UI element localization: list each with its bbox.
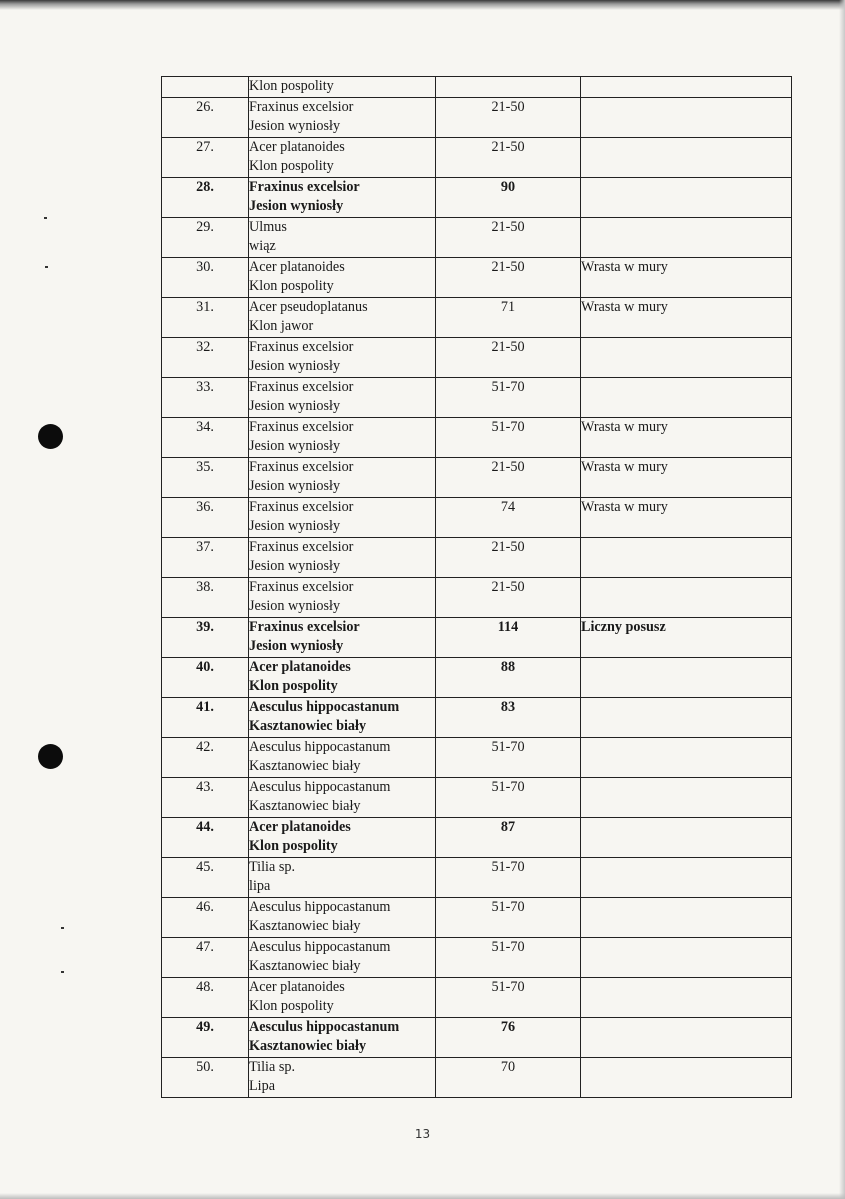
- table-row: [162, 817, 792, 857]
- diameter-cell: 21-50: [436, 577, 581, 617]
- species-cell: [249, 457, 436, 497]
- table-row: [162, 217, 792, 257]
- note-cell: [581, 817, 792, 857]
- diameter-cell: 83: [436, 697, 581, 737]
- species-latin-name: Aesculus hippocastanum: [249, 938, 391, 955]
- species-polish-name: Jesion wyniosły: [249, 398, 341, 414]
- diameter-cell: 90: [436, 177, 581, 217]
- note-cell: [581, 977, 792, 1017]
- species-polish-name: Klon pospolity: [249, 278, 334, 294]
- punch-hole-lower: [38, 744, 63, 769]
- note-cell: [581, 577, 792, 617]
- species-cell: [249, 937, 436, 977]
- note-cell: Wrasta w mury: [581, 297, 792, 337]
- table-row: [162, 1057, 792, 1097]
- species-polish-name: Kasztanowiec biały: [249, 718, 367, 734]
- diameter-cell: 51-70: [436, 377, 581, 417]
- note-cell: [581, 217, 792, 257]
- note-cell: [581, 777, 792, 817]
- punch-hole-upper: [38, 424, 63, 449]
- species-cell: [249, 297, 436, 337]
- table-row: [162, 977, 792, 1017]
- table-row: [162, 377, 792, 417]
- species-latin-name: Acer platanoides: [249, 658, 351, 675]
- scan-bottom-edge: [0, 1193, 845, 1199]
- species-cell: [249, 1017, 436, 1057]
- diameter-cell: 114: [436, 617, 581, 657]
- note-cell: [581, 697, 792, 737]
- species-cell: [249, 97, 436, 137]
- species-cell: [249, 617, 436, 657]
- note-cell: [581, 897, 792, 937]
- row-number-cell: 43.: [162, 777, 249, 817]
- species-cell: [249, 737, 436, 777]
- row-number-cell: [162, 77, 249, 98]
- species-polish-name: Kasztanowiec biały: [249, 958, 361, 974]
- species-latin-name: Fraxinus excelsior: [249, 618, 360, 635]
- scan-top-edge: [0, 0, 845, 10]
- species-latin-name: Fraxinus excelsior: [249, 418, 354, 435]
- species-polish-name: Klon pospolity: [249, 158, 334, 174]
- diameter-cell: 76: [436, 1017, 581, 1057]
- row-number-cell: 33.: [162, 377, 249, 417]
- table-row: [162, 897, 792, 937]
- table-row: [162, 777, 792, 817]
- row-number-cell: 31.: [162, 297, 249, 337]
- note-cell: [581, 337, 792, 377]
- diameter-cell: 87: [436, 817, 581, 857]
- species-polish-name: Klon pospolity: [249, 998, 334, 1014]
- species-latin-name: Fraxinus excelsior: [249, 98, 354, 115]
- species-latin-name: Fraxinus excelsior: [249, 538, 354, 555]
- scan-right-edge: [839, 0, 845, 1199]
- species-latin-name: Fraxinus excelsior: [249, 178, 360, 195]
- row-number-cell: 36.: [162, 497, 249, 537]
- table-row: [162, 1017, 792, 1057]
- note-cell: [581, 77, 792, 98]
- species-polish-name: Klon pospolity: [249, 678, 338, 694]
- row-number-cell: 48.: [162, 977, 249, 1017]
- table-row: [162, 257, 792, 297]
- species-latin-name: Fraxinus excelsior: [249, 578, 354, 595]
- species-cell: [249, 817, 436, 857]
- note-cell: Wrasta w mury: [581, 497, 792, 537]
- species-polish-name: lipa: [249, 878, 271, 894]
- table-row: [162, 457, 792, 497]
- table-row: [162, 697, 792, 737]
- species-latin-name: Fraxinus excelsior: [249, 378, 354, 395]
- row-number-cell: 49.: [162, 1017, 249, 1057]
- species-latin-name: Fraxinus excelsior: [249, 338, 354, 355]
- diameter-cell: 21-50: [436, 337, 581, 377]
- species-latin-name: Acer platanoides: [249, 138, 345, 155]
- species-polish-name: Jesion wyniosły: [249, 198, 344, 214]
- species-polish-name: Kasztanowiec biały: [249, 1038, 367, 1054]
- species-cell: [249, 137, 436, 177]
- row-number-cell: 34.: [162, 417, 249, 457]
- species-cell: [249, 377, 436, 417]
- species-cell: [249, 177, 436, 217]
- scan-mark: [45, 266, 48, 268]
- note-cell: [581, 137, 792, 177]
- scan-mark: [44, 217, 47, 219]
- diameter-cell: 21-50: [436, 217, 581, 257]
- row-number-cell: 45.: [162, 857, 249, 897]
- species-latin-name: Acer platanoides: [249, 818, 351, 835]
- diameter-cell: 74: [436, 497, 581, 537]
- species-cell: [249, 857, 436, 897]
- row-number-cell: 26.: [162, 97, 249, 137]
- species-polish-name: Klon pospolity: [249, 78, 334, 94]
- table-row: [162, 137, 792, 177]
- row-number-cell: 50.: [162, 1057, 249, 1097]
- species-polish-name: Jesion wyniosły: [249, 518, 341, 534]
- species-cell: [249, 257, 436, 297]
- species-cell: [249, 977, 436, 1017]
- species-latin-name: Aesculus hippocastanum: [249, 778, 391, 795]
- note-cell: Wrasta w mury: [581, 257, 792, 297]
- row-number-cell: 38.: [162, 577, 249, 617]
- species-cell: [249, 897, 436, 937]
- note-cell: [581, 1057, 792, 1097]
- scan-mark: [61, 927, 64, 929]
- species-latin-name: Tilia sp.: [249, 858, 295, 875]
- row-number-cell: 46.: [162, 897, 249, 937]
- species-latin-name: Acer platanoides: [249, 978, 345, 995]
- diameter-cell: 51-70: [436, 857, 581, 897]
- species-latin-name: Aesculus hippocastanum: [249, 898, 391, 915]
- row-number-cell: 35.: [162, 457, 249, 497]
- species-polish-name: wiąz: [249, 238, 276, 254]
- row-number-cell: 42.: [162, 737, 249, 777]
- table-row: [162, 97, 792, 137]
- diameter-cell: 21-50: [436, 257, 581, 297]
- species-cell: [249, 577, 436, 617]
- species-latin-name: Acer platanoides: [249, 258, 345, 275]
- species-polish-name: Jesion wyniosły: [249, 478, 341, 494]
- row-number-cell: 32.: [162, 337, 249, 377]
- table-row: [162, 177, 792, 217]
- species-polish-name: Jesion wyniosły: [249, 558, 341, 574]
- row-number-cell: 47.: [162, 937, 249, 977]
- diameter-cell: [436, 77, 581, 98]
- note-cell: [581, 657, 792, 697]
- table-row: [162, 417, 792, 457]
- species-cell: [249, 1057, 436, 1097]
- species-polish-name: Kasztanowiec biały: [249, 758, 361, 774]
- species-polish-name: Lipa: [249, 1078, 275, 1094]
- table-row: [162, 297, 792, 337]
- row-number-cell: 29.: [162, 217, 249, 257]
- diameter-cell: 51-70: [436, 737, 581, 777]
- diameter-cell: 88: [436, 657, 581, 697]
- table-row: [162, 857, 792, 897]
- species-cell: [249, 697, 436, 737]
- scan-mark: [61, 971, 64, 973]
- species-cell: [249, 657, 436, 697]
- species-polish-name: Jesion wyniosły: [249, 638, 344, 654]
- species-polish-name: Jesion wyniosły: [249, 438, 341, 454]
- species-cell: [249, 497, 436, 537]
- species-polish-name: Jesion wyniosły: [249, 598, 341, 614]
- tree-table-body: [162, 77, 792, 1098]
- species-polish-name: Jesion wyniosły: [249, 358, 341, 374]
- diameter-cell: 51-70: [436, 777, 581, 817]
- note-cell: [581, 177, 792, 217]
- table-row: [162, 537, 792, 577]
- species-latin-name: Fraxinus excelsior: [249, 498, 354, 515]
- diameter-cell: 51-70: [436, 897, 581, 937]
- diameter-cell: 21-50: [436, 137, 581, 177]
- diameter-cell: 21-50: [436, 457, 581, 497]
- species-cell: [249, 217, 436, 257]
- note-cell: Wrasta w mury: [581, 457, 792, 497]
- row-number-cell: 27.: [162, 137, 249, 177]
- note-cell: [581, 97, 792, 137]
- row-number-cell: 41.: [162, 697, 249, 737]
- species-latin-name: Aesculus hippocastanum: [249, 1018, 400, 1035]
- species-latin-name: Aesculus hippocastanum: [249, 738, 391, 755]
- species-polish-name: Klon pospolity: [249, 838, 338, 854]
- note-cell: [581, 1017, 792, 1057]
- species-cell: [249, 77, 436, 98]
- note-cell: [581, 937, 792, 977]
- species-polish-name: Kasztanowiec biały: [249, 798, 361, 814]
- table-row: [162, 617, 792, 657]
- species-cell: [249, 337, 436, 377]
- species-polish-name: Klon jawor: [249, 318, 314, 334]
- row-number-cell: 30.: [162, 257, 249, 297]
- diameter-cell: 51-70: [436, 977, 581, 1017]
- diameter-cell: 70: [436, 1057, 581, 1097]
- species-latin-name: Ulmus: [249, 218, 287, 235]
- tree-inventory-table: [161, 76, 792, 1098]
- note-cell: Liczny posusz: [581, 617, 792, 657]
- note-cell: Wrasta w mury: [581, 417, 792, 457]
- note-cell: [581, 377, 792, 417]
- row-number-cell: 28.: [162, 177, 249, 217]
- species-cell: [249, 537, 436, 577]
- table-row: [162, 657, 792, 697]
- species-latin-name: Fraxinus excelsior: [249, 458, 354, 475]
- row-number-cell: 40.: [162, 657, 249, 697]
- table-row: [162, 577, 792, 617]
- diameter-cell: 21-50: [436, 537, 581, 577]
- note-cell: [581, 857, 792, 897]
- diameter-cell: 51-70: [436, 937, 581, 977]
- row-number-cell: 39.: [162, 617, 249, 657]
- row-number-cell: 44.: [162, 817, 249, 857]
- table-row: [162, 497, 792, 537]
- diameter-cell: 21-50: [436, 97, 581, 137]
- species-latin-name: Tilia sp.: [249, 1058, 295, 1075]
- species-polish-name: Kasztanowiec biały: [249, 918, 361, 934]
- table-row: [162, 337, 792, 377]
- species-polish-name: Jesion wyniosły: [249, 118, 341, 134]
- row-number-cell: 37.: [162, 537, 249, 577]
- species-cell: [249, 417, 436, 457]
- species-latin-name: Acer pseudoplatanus: [249, 298, 368, 315]
- page-number: 13: [414, 1127, 431, 1141]
- table-row-continued: [162, 77, 792, 98]
- species-cell: [249, 777, 436, 817]
- diameter-cell: 71: [436, 297, 581, 337]
- species-latin-name: Aesculus hippocastanum: [249, 698, 400, 715]
- table-row: [162, 937, 792, 977]
- note-cell: [581, 537, 792, 577]
- note-cell: [581, 737, 792, 777]
- diameter-cell: 51-70: [436, 417, 581, 457]
- table-row: [162, 737, 792, 777]
